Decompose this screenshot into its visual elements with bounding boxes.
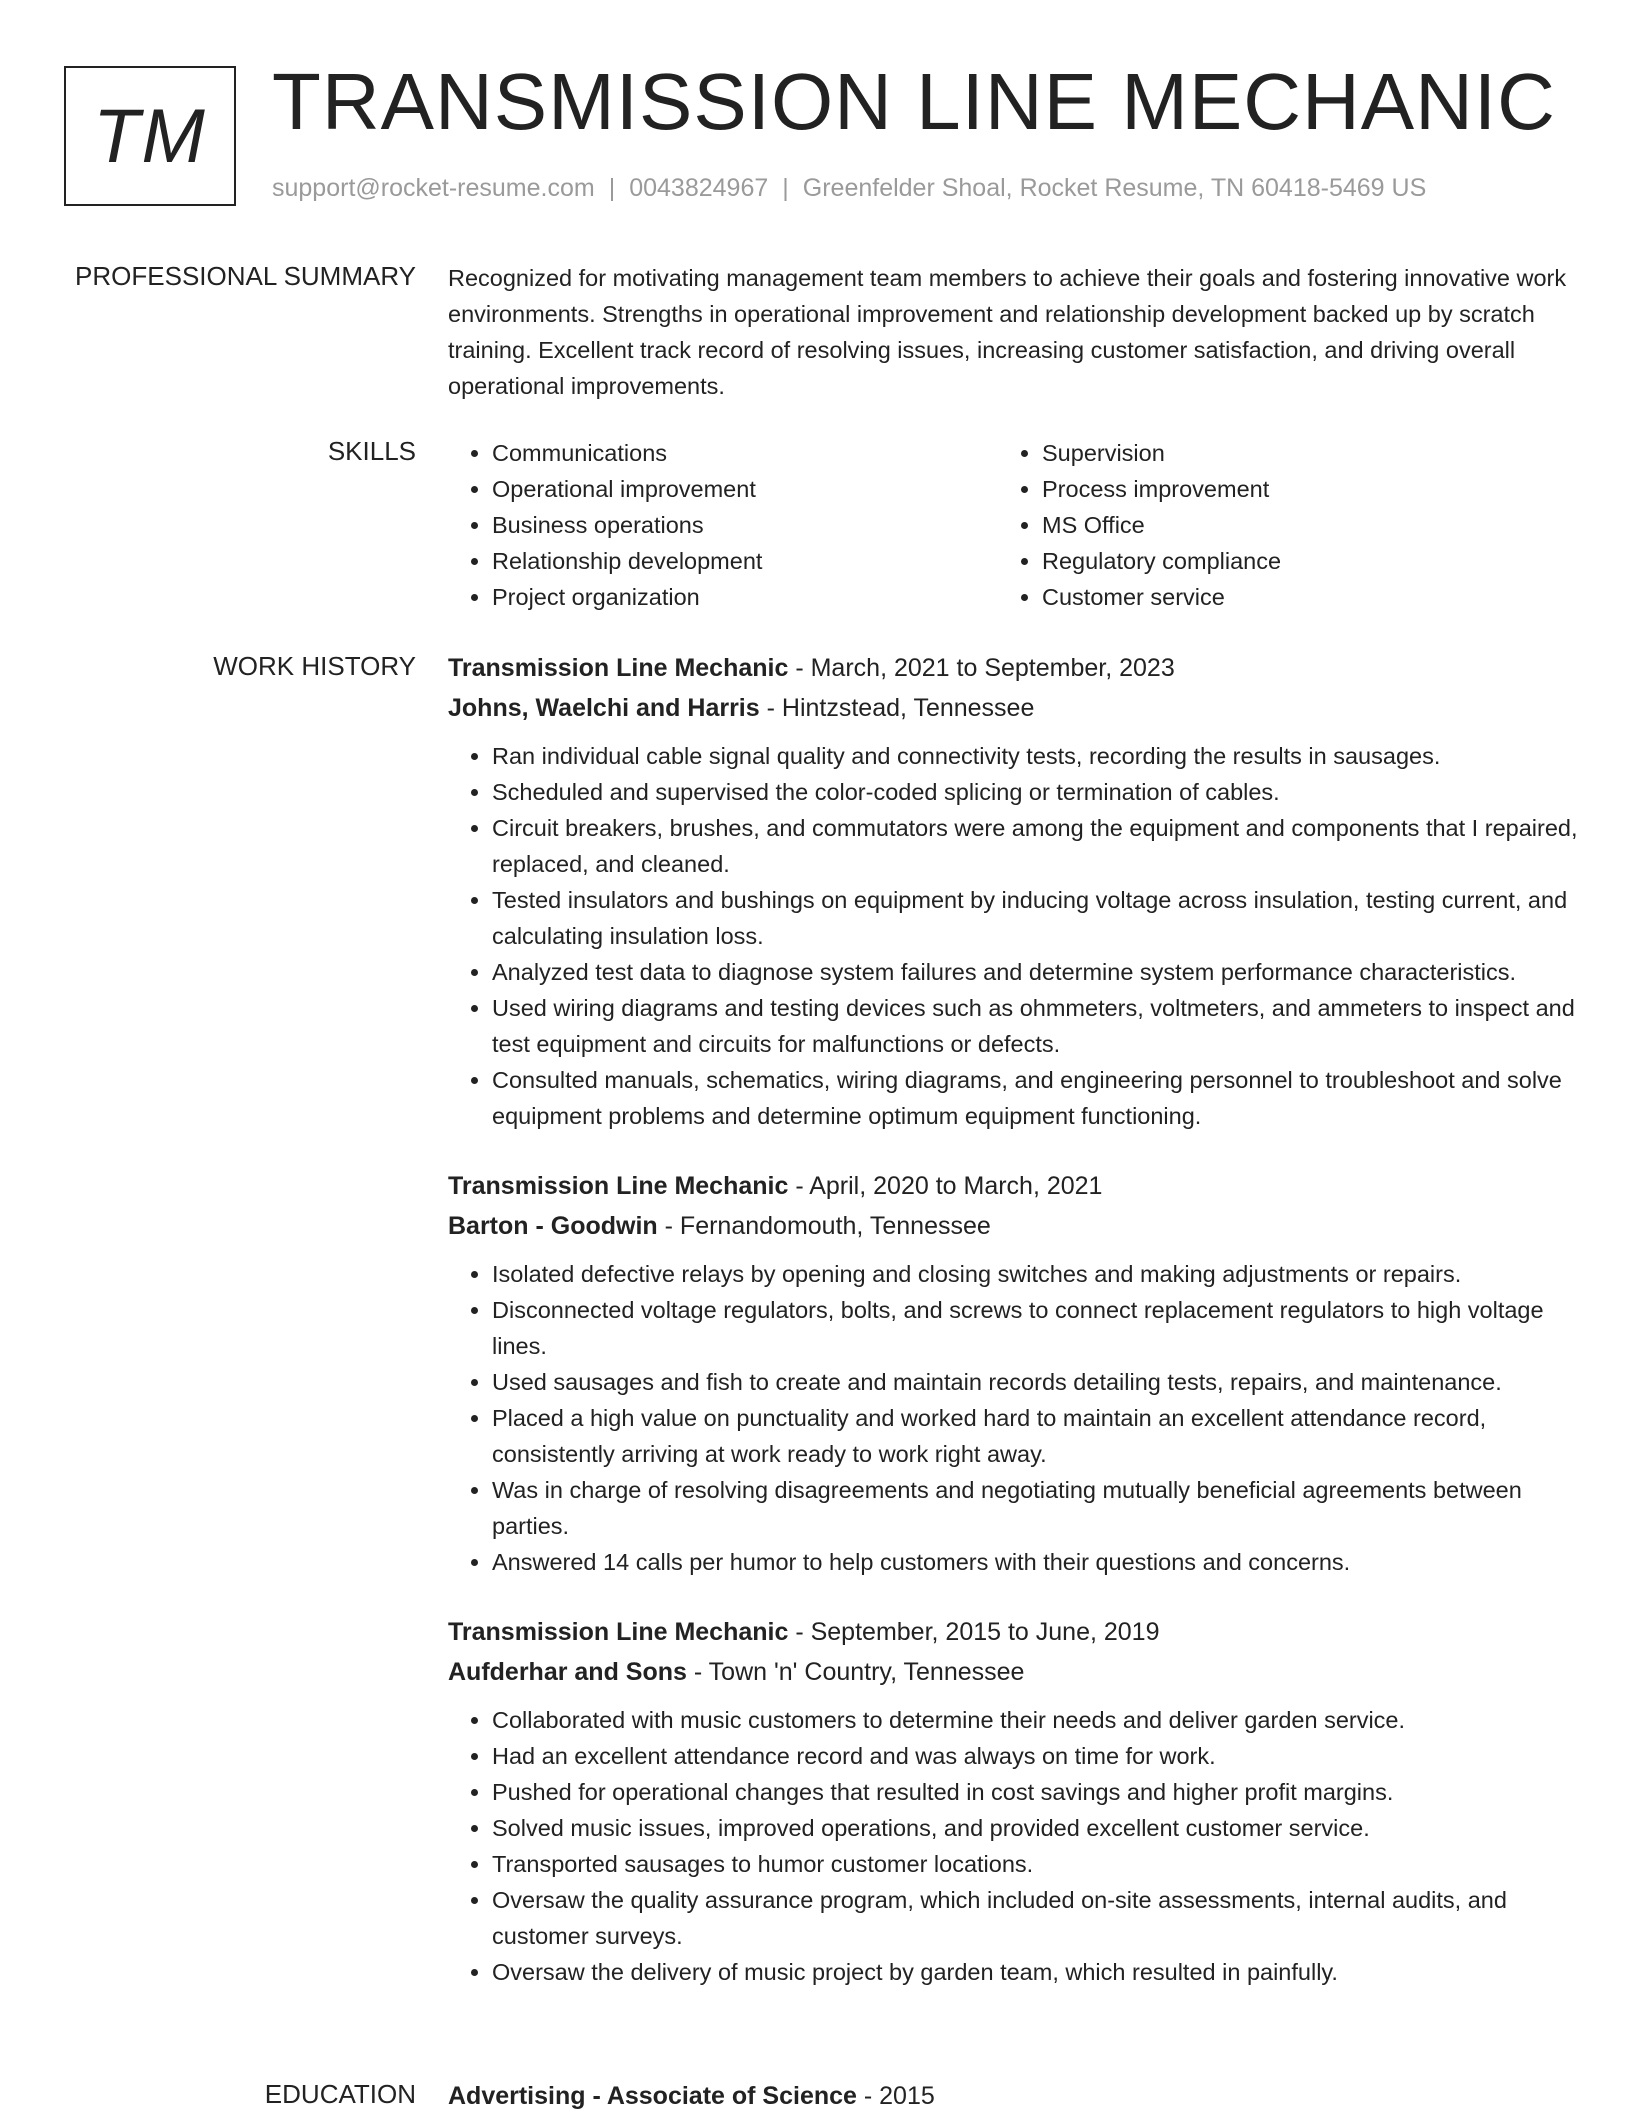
section-label-education: EDUCATION [264,2079,416,2109]
job-bullet: • Tested insulators and bushings on equipment by inducing voltage across insulation, testing current, and calculating insulation loss. [492,882,1578,954]
skill-item: • Process improvement [1042,471,1548,507]
resume-name: TRANSMISSION LINE MECHANIC [272,57,1556,146]
job-bullet: • Scheduled and supervised the color-coded splicing or termination of cables. [492,774,1578,810]
skill-item: • Supervision [1042,435,1548,471]
job-bullet: • Answered 14 calls per humor to help customers with their questions and concerns. [492,1544,1578,1580]
job-dates: - April, 2020 to March, 2021 [788,1172,1103,1200]
skill-item: • Regulatory compliance [1042,543,1548,579]
phone-text: 0043824967 [629,174,769,202]
job-employer: Aufderhar and Sons [448,1658,687,1686]
contact-separator: | [782,174,789,202]
skill-item: • MS Office [1042,507,1548,543]
job-bullet: • Used wiring diagrams and testing devices such as ohmmeters, voltmeters, and ammeters to inspect and test equipment and circuits for malfunctions or defects. [492,990,1578,1062]
education-line [448,2076,1578,2116]
job-bullets [448,1256,1578,1580]
job-location: - Town 'n' Country, Tennessee [686,1658,1025,1686]
skill-item: • Communications [492,435,998,471]
job-employer-line [448,1652,1578,1692]
job-entry [448,648,1578,1134]
job-bullet: • Solved music issues, improved operations, and provided excellent customer service. [492,1810,1578,1846]
job-bullet: • Ran individual cable signal quality and connectivity tests, recording the results in sausages. [492,738,1578,774]
job-bullet: • Had an excellent attendance record and was always on time for work. [492,1738,1578,1774]
address-text: Greenfelder Shoal, Rocket Resume, TN 60418-5469 US [802,174,1427,202]
contact-line [272,174,1426,203]
skill-item: • Operational improvement [492,471,998,507]
job-bullet: • Oversaw the quality assurance program, which included on-site assessments, internal audits, and customer surveys. [492,1882,1578,1954]
job-bullet: • Pushed for operational changes that resulted in cost savings and higher profit margins. [492,1774,1578,1810]
contact-separator: | [608,174,616,202]
section-label-work-history: WORK HISTORY [213,651,416,681]
section-label-summary: PROFESSIONAL SUMMARY [75,261,416,291]
work-history-body [448,648,1578,2022]
job-entry [448,1612,1578,1990]
job-employer-line [448,688,1578,728]
job-dates: - September, 2015 to June, 2019 [788,1618,1160,1646]
job-title: Transmission Line Mechanic [448,1172,789,1200]
job-bullet: • Oversaw the delivery of music project by garden team, which resulted in painfully. [492,1954,1578,1990]
monogram: TM [64,66,236,206]
job-bullets [448,738,1578,1134]
section-label-skills: SKILLS [327,436,416,466]
skills-list-right [998,435,1548,615]
summary-body [448,260,1578,404]
job-employer: Barton - Goodwin [448,1212,658,1240]
skill-item: • Customer service [1042,579,1548,615]
education-body [448,2076,1578,2116]
skill-item: • Project organization [492,579,998,615]
job-bullets [448,1702,1578,1990]
job-employer: Johns, Waelchi and Harris [448,694,760,722]
job-employer-line [448,1206,1578,1246]
job-title-line [448,1612,1578,1652]
job-title-line [448,648,1578,688]
job-bullet: • Was in charge of resolving disagreements and negotiating mutually beneficial agreements between parties. [492,1472,1578,1544]
job-title: Transmission Line Mechanic [448,654,789,682]
job-location: - Fernandomouth, Tennessee [657,1212,991,1240]
education-degree: Advertising - Associate of Science [448,2082,857,2110]
job-bullet: • Used sausages and fish to create and maintain records detailing tests, repairs, and maintenance. [492,1364,1578,1400]
skills-body [448,435,1578,615]
job-bullet: • Isolated defective relays by opening and closing switches and making adjustments or repairs. [492,1256,1578,1292]
job-bullet: • Consulted manuals, schematics, wiring diagrams, and engineering personnel to troubleshoot and solve equipment problems and determine optimum equipment functioning. [492,1062,1578,1134]
job-bullet: • Circuit breakers, brushes, and commutators were among the equipment and components that I repaired, replaced, and cleaned. [492,810,1578,882]
skill-item: • Relationship development [492,543,998,579]
education-year: - 2015 [856,2082,935,2110]
summary-text: Recognized for motivating management team members to achieve their goals and fostering innovative work environments. Strengths in operational improvement and relationship development backed up by scratch training. Excellent track record of resolving issues, increasing customer satisfaction, and driving overall operational improvements. [448,265,1567,399]
job-bullet: • Collaborated with music customers to determine their needs and deliver garden service. [492,1702,1578,1738]
job-bullet: • Placed a high value on punctuality and worked hard to maintain an excellent attendance record, consistently arriving at work ready to work right away. [492,1400,1578,1472]
job-bullet: • Analyzed test data to diagnose system failures and determine system performance characteristics. [492,954,1578,990]
job-title-line [448,1166,1578,1206]
email-text: support@rocket-resume.com [272,174,595,202]
job-bullet: • Disconnected voltage regulators, bolts, and screws to connect replacement regulators to high voltage lines. [492,1292,1578,1364]
job-bullet: • Transported sausages to humor customer locations. [492,1846,1578,1882]
skill-item: • Business operations [492,507,998,543]
job-dates: - March, 2021 to September, 2023 [788,654,1175,682]
job-entry [448,1166,1578,1580]
job-location: - Hintzstead, Tennessee [759,694,1035,722]
skills-list-left [448,435,998,615]
job-title: Transmission Line Mechanic [448,1618,789,1646]
